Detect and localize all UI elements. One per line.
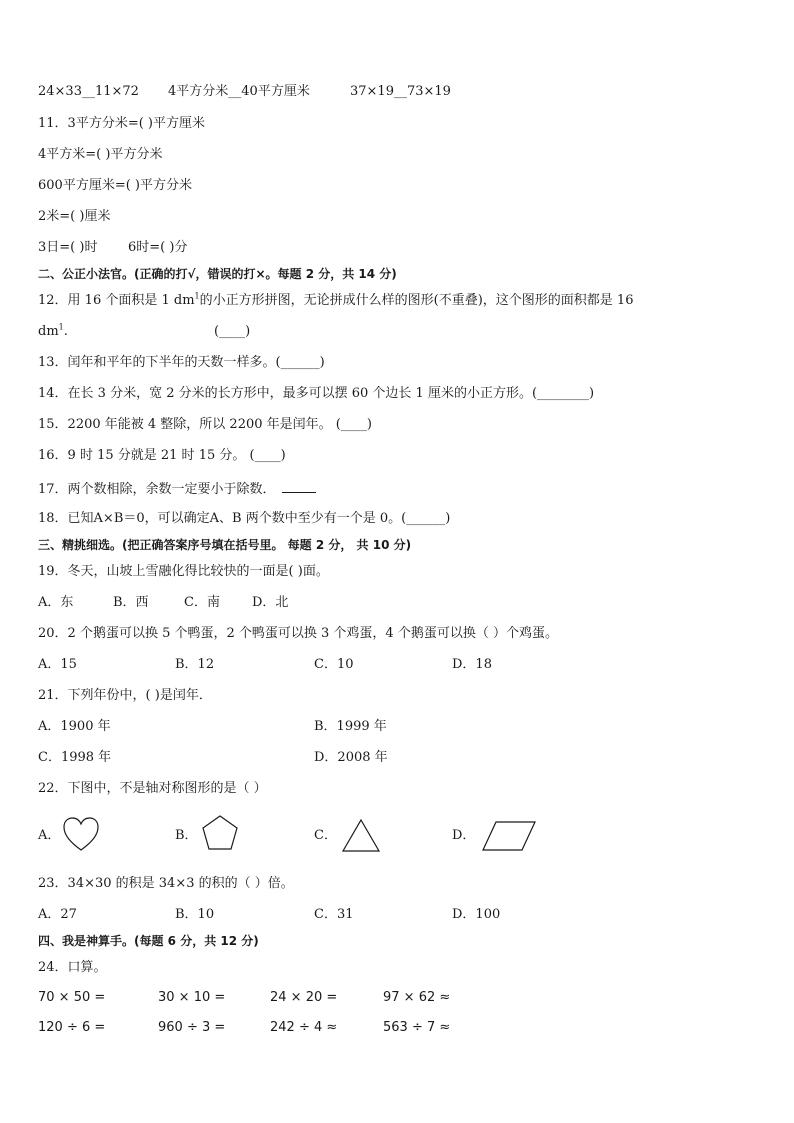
q13: 13．闰年和平年的下半年的天数一样多。(______) <box>38 355 325 370</box>
q24-r2-c4: 563 ÷ 7 ≈ <box>383 1020 451 1035</box>
q22-option-a: A． <box>38 828 61 843</box>
q19-stem: 19．冬天，山坡上雪融化得比较快的一面是( )面。 <box>38 564 329 579</box>
q18: 18．已知A×B＝0，可以确定A、B 两个数中至少有一个是 0。(______) <box>38 511 451 526</box>
q23-stem: 23．34×30 的积是 34×3 的积的（ ）倍。 <box>38 876 294 891</box>
q24-r1-c3: 24 × 20 = <box>270 990 338 1005</box>
q24-r1-c1: 70 × 50 = <box>38 990 106 1005</box>
q17-answer-blank <box>282 480 316 493</box>
q11-line-5a: 3日=( )时 <box>38 240 98 255</box>
q17 <box>38 480 316 498</box>
q12-line-2 <box>38 324 68 340</box>
q12-line-1 <box>38 293 633 309</box>
pentagon-shape <box>200 814 240 852</box>
q20-option-b: B．12 <box>175 657 215 672</box>
q11-line-1: 11．3平方分米=( )平方厘米 <box>38 116 205 131</box>
q24-r2-c3: 242 ÷ 4 ≈ <box>270 1020 338 1035</box>
section-3-heading: 三、精挑细选。(把正确答案序号填在括号里。 每题 2 分， 共 10 分) <box>38 538 412 552</box>
q11-line-5b: 6时=( )分 <box>128 240 188 255</box>
q23-option-a: A．27 <box>38 907 77 922</box>
q11-line-3: 600平方厘米=( )平方分米 <box>38 178 192 193</box>
q12-sup: 1 <box>194 291 200 301</box>
q21-option-b: B．1999 年 <box>314 719 387 734</box>
q21-option-a: A．1900 年 <box>38 719 111 734</box>
q20-stem: 20．2 个鹅蛋可以换 5 个鸭蛋，2 个鸭蛋可以换 3 个鸡蛋，4 个鹅蛋可以换（ ）个鸡蛋。 <box>38 626 558 641</box>
q21-option-c: C．1998 年 <box>38 750 112 765</box>
q20-option-c: C．10 <box>314 657 354 672</box>
q22-option-d: D． <box>452 828 476 843</box>
q22-option-c: C． <box>314 828 337 843</box>
q12-part-b: 的小正方形拼图，无论拼成什么样的图形(不重叠)，这个图形的面积都是 16 <box>199 293 634 308</box>
q19-option-b: B．西 <box>113 595 149 610</box>
q23-option-d: D．100 <box>452 907 501 922</box>
q24-r1-c4: 97 × 62 ≈ <box>383 990 451 1005</box>
q24-r1-c2: 30 × 10 = <box>158 990 226 1005</box>
q15: 15．2200 年能被 4 整除，所以 2200 年是闰年。 (____) <box>38 417 372 432</box>
q20-option-a: A．15 <box>38 657 77 672</box>
triangle-shape <box>340 818 382 854</box>
q23-option-b: B．10 <box>175 907 215 922</box>
parallelogram-shape <box>480 820 538 852</box>
q21-stem: 21．下列年份中，( )是闰年． <box>38 688 212 703</box>
q24-r2-c1: 120 ÷ 6 = <box>38 1020 106 1035</box>
section-4-heading: 四、我是神算手。(每题 6 分，共 12 分) <box>38 934 259 948</box>
q16: 16．9 时 15 分就是 21 时 15 分。 (____) <box>38 448 286 463</box>
q24-stem: 24．口算。 <box>38 960 107 975</box>
q21-option-d: D．2008 年 <box>314 750 388 765</box>
q12-answer-paren: (____) <box>214 324 251 339</box>
q11-line-4: 2米=( )厘米 <box>38 209 111 224</box>
q12-part-d: . <box>63 324 68 339</box>
compare-item-3: 37×19__73×19 <box>350 84 451 99</box>
q20-option-d: D．18 <box>452 657 492 672</box>
q22-option-b: B． <box>175 828 198 843</box>
q12-part-c: dm <box>38 324 59 339</box>
q14: 14．在长 3 分米，宽 2 分米的长方形中，最多可以摆 60 个边长 1 厘米的小正方形。(________) <box>38 386 595 401</box>
compare-item-1: 24×33__11×72 <box>38 84 139 99</box>
q19-option-d: D．北 <box>252 595 289 610</box>
q19-option-c: C．南 <box>184 595 220 610</box>
section-2-heading: 二、公正小法官。(正确的打√，错误的打×。每题 2 分，共 14 分) <box>38 267 397 281</box>
heart-shape <box>62 816 100 852</box>
q12-sup-2: 1 <box>58 322 64 332</box>
q12-part-a: 12．用 16 个面积是 1 dm <box>38 293 195 308</box>
q17-text: 17．两个数相除，余数一定要小于除数． <box>38 482 276 497</box>
compare-item-2: 4平方分米__40平方厘米 <box>168 84 310 99</box>
q23-option-c: C．31 <box>314 907 354 922</box>
q22-stem: 22．下图中，不是轴对称图形的是（ ） <box>38 781 267 796</box>
q11-line-2: 4平方米=( )平方分米 <box>38 147 163 162</box>
q24-r2-c2: 960 ÷ 3 = <box>158 1020 226 1035</box>
q19-option-a: A．东 <box>38 595 74 610</box>
